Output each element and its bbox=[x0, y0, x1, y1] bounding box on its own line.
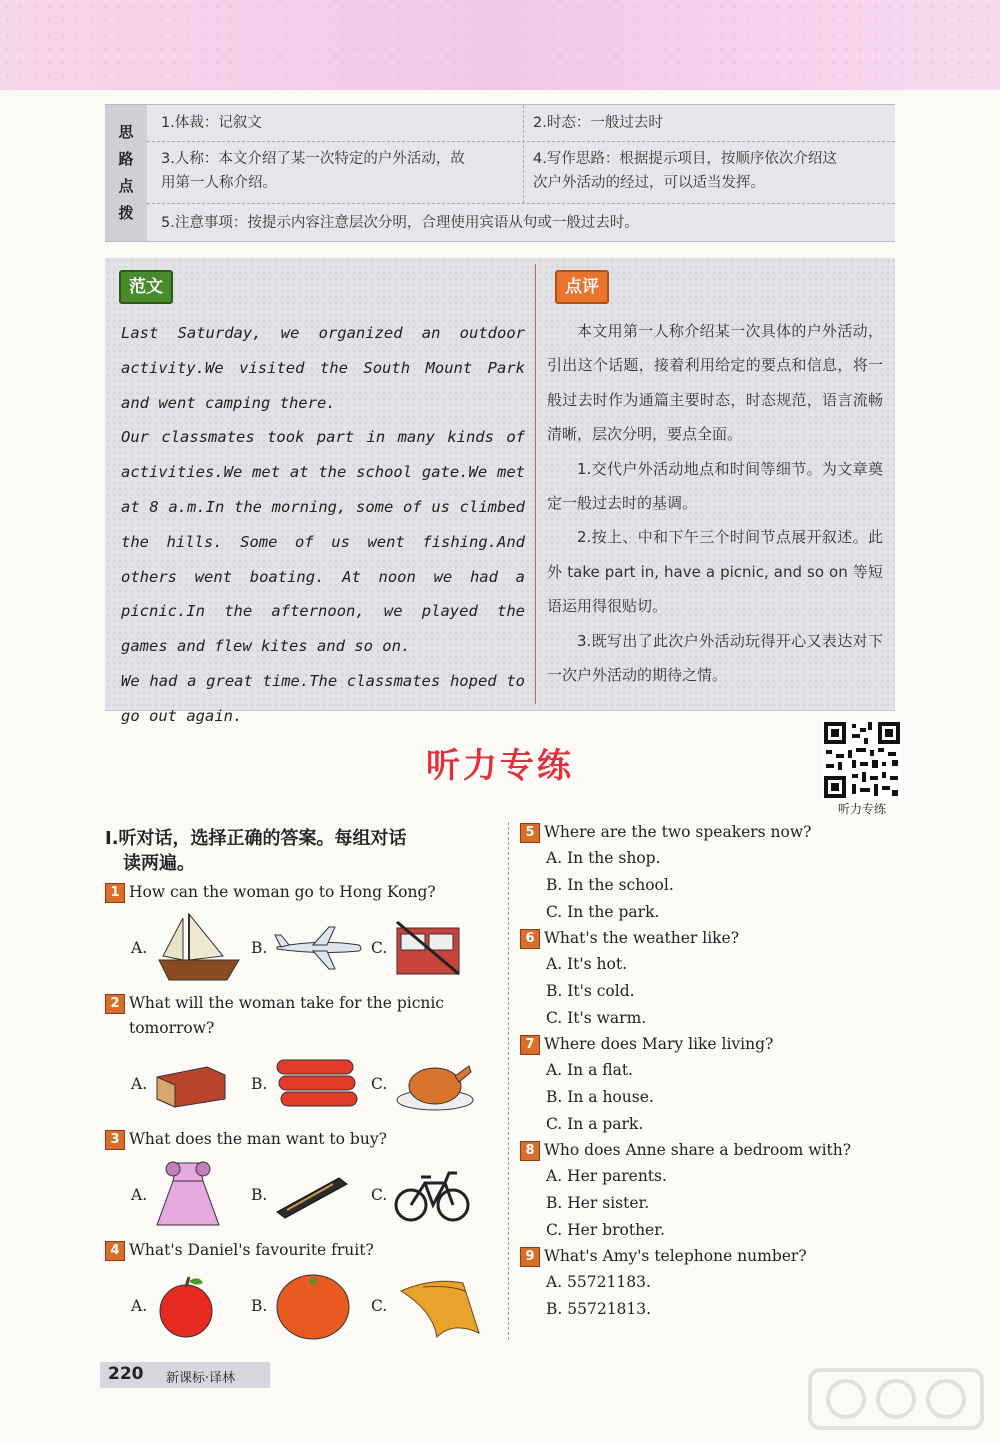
essay-paragraph: Last Saturday, we organized an outdoor activity.We visited the South Mount Park and went camping there. bbox=[121, 324, 525, 412]
tip-tense: 2.时态：一般过去时 bbox=[533, 115, 663, 131]
train-icon bbox=[393, 918, 463, 978]
listening-left-column bbox=[105, 820, 497, 1349]
review-paragraph: 2.按上、中和下午三个时间节点展开叙述。此外 take part in, have a picnic, and so on 等短语运用得很贴切。 bbox=[547, 528, 883, 616]
instruction: Ⅰ.听对话，选择正确的答案。每组对话 读两遍。 bbox=[105, 828, 407, 874]
tip-person: 3.人称：本文介绍了某一次特定的户外活动，故 用第一人称介绍。 bbox=[161, 151, 465, 191]
sausage-icon bbox=[273, 1054, 359, 1114]
options-9 bbox=[520, 1269, 900, 1323]
option-a[interactable]: A. bbox=[131, 1059, 251, 1109]
qr-code-icon[interactable] bbox=[822, 720, 902, 800]
option-a[interactable]: A. It's hot. bbox=[546, 955, 628, 973]
picture-options-4 bbox=[105, 1263, 497, 1349]
option-b[interactable]: B. bbox=[251, 1054, 371, 1114]
options-6 bbox=[520, 951, 900, 1032]
question-2: 2 What will the woman take for the picnic tomorrow? bbox=[105, 991, 497, 1041]
question-6: 6 What's the weather like? bbox=[520, 926, 900, 951]
picture-options-3 bbox=[105, 1152, 497, 1238]
question-number: 8 bbox=[520, 1141, 540, 1161]
boat-icon bbox=[153, 912, 245, 984]
question-number: 9 bbox=[520, 1247, 540, 1267]
question-4: 4 What's Daniel's favourite fruit? bbox=[105, 1238, 497, 1263]
page-number: 220 bbox=[108, 1364, 144, 1384]
options-7 bbox=[520, 1057, 900, 1138]
option-c[interactable]: C. It's warm. bbox=[546, 1009, 647, 1027]
question-number: 7 bbox=[520, 1035, 540, 1055]
option-a[interactable]: A. bbox=[131, 912, 251, 984]
option-b[interactable]: B. In the school. bbox=[546, 876, 674, 894]
option-a[interactable]: A. bbox=[131, 1159, 251, 1231]
question-7: 7 Where does Mary like living? bbox=[520, 1032, 900, 1057]
option-a[interactable]: A. bbox=[131, 1273, 251, 1339]
picture-options-2 bbox=[105, 1041, 497, 1127]
model-essay-tag: 范文 bbox=[119, 270, 173, 304]
section-title: 听力专练 bbox=[426, 746, 574, 786]
top-banner bbox=[0, 0, 1000, 90]
apple-icon bbox=[153, 1273, 219, 1339]
option-a[interactable]: A. In the shop. bbox=[546, 849, 661, 867]
tip-genre: 1.体裁：记叙文 bbox=[161, 115, 262, 131]
watermark-logo-icon bbox=[806, 1364, 986, 1434]
option-c[interactable]: C. bbox=[371, 1271, 491, 1341]
pen-icon bbox=[273, 1170, 353, 1220]
essay-paragraph: Our classmates took part in many kinds of activities.We met at the school gate.We met at 8 a.m.In the morning, some of us climbed the hills. Some of us went fishing.And others went boating. At noon we had a picnic.In the afternoon, we played the games and flew kites and so on. bbox=[121, 428, 525, 656]
review-paragraph: 本文用第一人称介绍某一次具体的户外活动，引出这个话题，接着利用给定的要点和信息，将一般过去时作为通篇主要时态，时态规范，语言流畅清晰，层次分明，要点全面。 bbox=[547, 322, 883, 444]
options-5 bbox=[520, 845, 900, 926]
option-a[interactable]: A. In a flat. bbox=[546, 1061, 633, 1079]
option-a[interactable]: A. Her parents. bbox=[546, 1167, 667, 1185]
essay-panel bbox=[105, 258, 895, 725]
book-title: 新课标·译林 bbox=[166, 1371, 236, 1386]
banana-icon bbox=[393, 1271, 483, 1341]
tip-notes: 5.注意事项：按提示内容注意层次分明，合理使用宾语从句或一般过去时。 bbox=[161, 215, 639, 231]
roast-chicken-icon bbox=[393, 1056, 477, 1112]
question-5: 5 Where are the two speakers now? bbox=[520, 820, 900, 845]
review-text bbox=[547, 314, 883, 692]
option-b[interactable]: B. 55721813. bbox=[546, 1300, 652, 1318]
bread-icon bbox=[153, 1059, 229, 1109]
essay-paragraph: We had a great time.The classmates hoped to go out again. bbox=[121, 671, 525, 725]
question-number: 4 bbox=[105, 1241, 125, 1261]
airplane-icon bbox=[273, 923, 365, 973]
option-b[interactable]: B. bbox=[251, 1271, 371, 1341]
option-b[interactable]: B. It's cold. bbox=[546, 982, 635, 1000]
bicycle-icon bbox=[393, 1167, 471, 1223]
thinking-points-table bbox=[105, 104, 895, 242]
option-b[interactable]: B. Her sister. bbox=[546, 1194, 650, 1212]
option-a[interactable]: A. 55721183. bbox=[546, 1273, 651, 1291]
review-paragraph: 3.既写出了此次户外活动玩得开心又表达对下一次户外活动的期待之情。 bbox=[547, 631, 883, 685]
question-9: 9 What's Amy's telephone number? bbox=[520, 1244, 900, 1269]
question-8: 8 Who does Anne share a bedroom with? bbox=[520, 1138, 900, 1163]
thinking-points-label: 思 路 点 拨 bbox=[105, 105, 147, 241]
question-3: 3 What does the man want to buy? bbox=[105, 1127, 497, 1152]
orange-icon bbox=[273, 1271, 353, 1341]
option-c[interactable]: C. In a park. bbox=[546, 1115, 644, 1133]
question-number: 2 bbox=[105, 994, 125, 1014]
option-b[interactable]: B. bbox=[251, 923, 371, 973]
option-c[interactable]: C. In the park. bbox=[546, 903, 660, 921]
model-essay-text bbox=[121, 316, 525, 734]
question-number: 6 bbox=[520, 929, 540, 949]
question-number: 3 bbox=[105, 1130, 125, 1150]
tip-approach: 4.写作思路：根据提示项目，按顺序依次介绍这 次户外活动的经过，可以适当发挥。 bbox=[533, 151, 837, 191]
option-c[interactable]: C. bbox=[371, 1167, 491, 1223]
review-tag: 点评 bbox=[555, 270, 609, 304]
option-c[interactable]: C. Her brother. bbox=[546, 1221, 665, 1239]
option-c[interactable]: C. bbox=[371, 1056, 491, 1112]
picture-options-1 bbox=[105, 905, 497, 991]
question-number: 5 bbox=[520, 823, 540, 843]
option-c[interactable]: C. bbox=[371, 918, 491, 978]
qr-caption: 听力专练 bbox=[837, 802, 886, 816]
option-b[interactable]: B. In a house. bbox=[546, 1088, 654, 1106]
option-b[interactable]: B. bbox=[251, 1170, 371, 1220]
options-8 bbox=[520, 1163, 900, 1244]
question-1: 1 How can the woman go to Hong Kong? bbox=[105, 880, 497, 905]
dress-icon bbox=[153, 1159, 223, 1231]
question-number: 1 bbox=[105, 883, 125, 903]
listening-right-column bbox=[520, 820, 900, 1323]
review-paragraph: 1.交代户外活动地点和时间等细节。为文章奠定一般过去时的基调。 bbox=[547, 459, 883, 513]
